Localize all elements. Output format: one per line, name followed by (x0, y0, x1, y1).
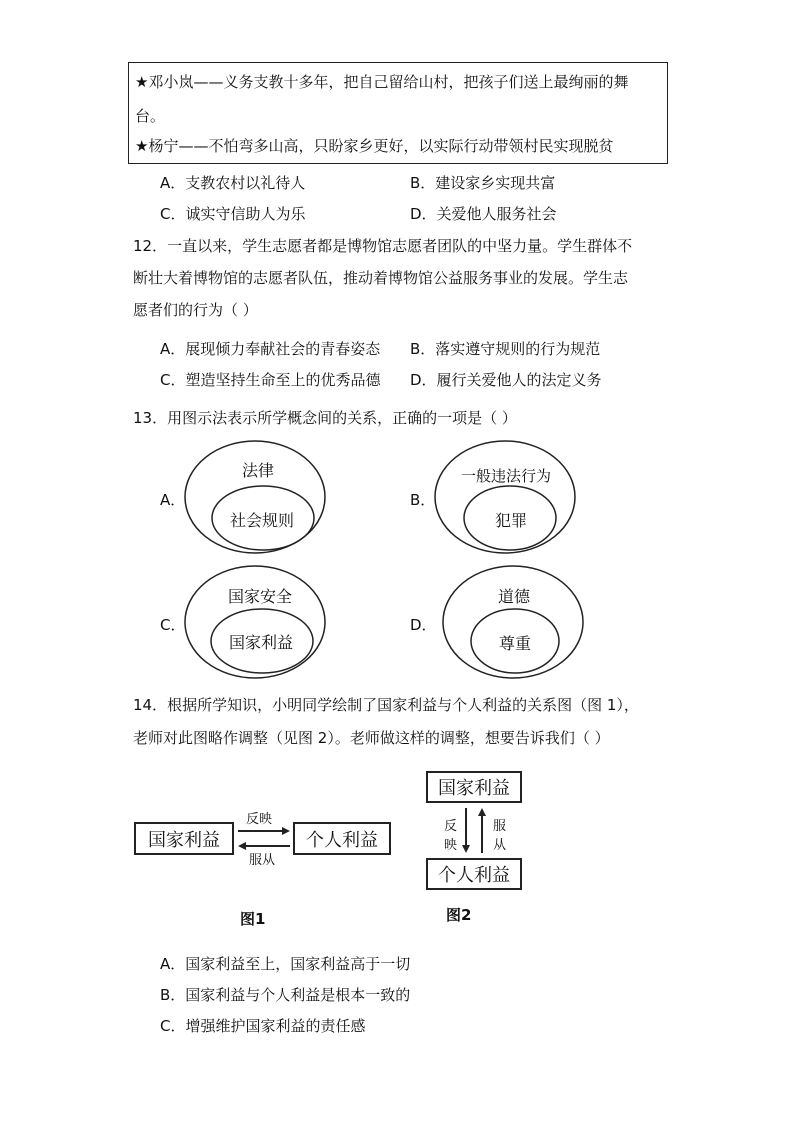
q12-option-b[interactable]: B．落实遵守规则的行为规范 (410, 340, 601, 358)
q13-c-outer-label: 国家安全 (228, 587, 293, 606)
quote-line-2: 台。 (135, 107, 166, 125)
fig1-bottom-arrow-label: 服从 (249, 853, 276, 868)
q13-c-inner-label: 国家利益 (229, 633, 294, 652)
fig2-arrowhead-up (478, 808, 486, 816)
q12-option-a[interactable]: A．展现倾力奉献社会的青春姿态 (160, 340, 381, 358)
q13-stem: 13．用图示法表示所学概念间的关系，正确的一项是（ ） (133, 409, 517, 427)
fig2-caption: 图2 (446, 906, 472, 924)
fig2-arrowhead-down (462, 845, 470, 853)
q14-option-c[interactable]: C．增强维护国家利益的责任感 (160, 1017, 366, 1035)
q12-stem-3: 愿者们的行为（ ） (133, 301, 258, 319)
fig1-top-arrow-label: 反映 (246, 812, 273, 827)
q13-option-a-letter[interactable]: A． (160, 491, 186, 509)
q12-stem-2: 断壮大着博物馆的志愿者队伍，推动着博物馆公益服务事业的发展。学生志 (133, 269, 629, 287)
quote-line-3: ★杨宁——不怕弯多山高，只盼家乡更好，以实际行动带领村民实现脱贫 (135, 137, 614, 155)
q12-option-c[interactable]: C．塑造坚持生命至上的优秀品德 (160, 371, 381, 389)
q13-a-outer-label: 法律 (242, 461, 275, 480)
q14-option-a[interactable]: A．国家利益至上，国家利益高于一切 (160, 955, 411, 973)
fig2-right-arrow-label-2: 从 (493, 838, 507, 853)
fig2-left-arrow-label-1: 反 (444, 819, 458, 834)
q14-option-b[interactable]: B．国家利益与个人利益是根本一致的 (160, 986, 411, 1004)
q13-b-inner-label: 犯罪 (495, 511, 528, 530)
fig2-left-arrow-label-2: 映 (444, 838, 458, 853)
fig2-right-arrow-label-1: 服 (493, 819, 507, 834)
q14-stem-2: 老师对此图略作调整（见图 2）。老师做这样的调整，想要告诉我们（ ） (133, 729, 610, 747)
q14-stem-1: 14．根据所学知识，小明同学绘制了国家利益与个人利益的关系图（图 1）， (133, 696, 639, 714)
fig1-national-interest-box: 国家利益 (134, 822, 234, 855)
q13-a-inner-label: 社会规则 (230, 511, 295, 530)
q11-option-a[interactable]: A．支教农村以礼待人 (160, 174, 306, 192)
q11-option-c[interactable]: C．诚实守信助人为乐 (160, 205, 306, 223)
q12-stem-1: 12．一直以来，学生志愿者都是博物馆志愿者团队的中坚力量。学生群体不 (133, 237, 633, 255)
q13-b-outer-label: 一般违法行为 (461, 467, 552, 485)
q13-option-b-letter[interactable]: B． (410, 491, 436, 509)
fig2-national-interest-box: 国家利益 (426, 771, 522, 803)
q11-option-b[interactable]: B．建设家乡实现共富 (410, 174, 556, 192)
q13-option-d-letter[interactable]: D． (410, 616, 437, 634)
quote-line-1: ★邓小岚——义务支教十多年，把自己留给山村，把孩子们送上最绚丽的舞 (135, 73, 629, 91)
q13-d-outer-label: 道德 (498, 587, 531, 606)
fig1-caption: 图1 (240, 910, 266, 928)
q13-d-inner-label: 尊重 (499, 634, 532, 653)
fig2-personal-interest-box: 个人利益 (426, 858, 522, 890)
q13-option-c-letter[interactable]: C． (160, 616, 186, 634)
q12-option-d[interactable]: D．履行关爱他人的法定义务 (410, 371, 602, 389)
q11-option-d[interactable]: D．关爱他人服务社会 (410, 205, 557, 223)
fig1-personal-interest-box: 个人利益 (293, 822, 391, 855)
